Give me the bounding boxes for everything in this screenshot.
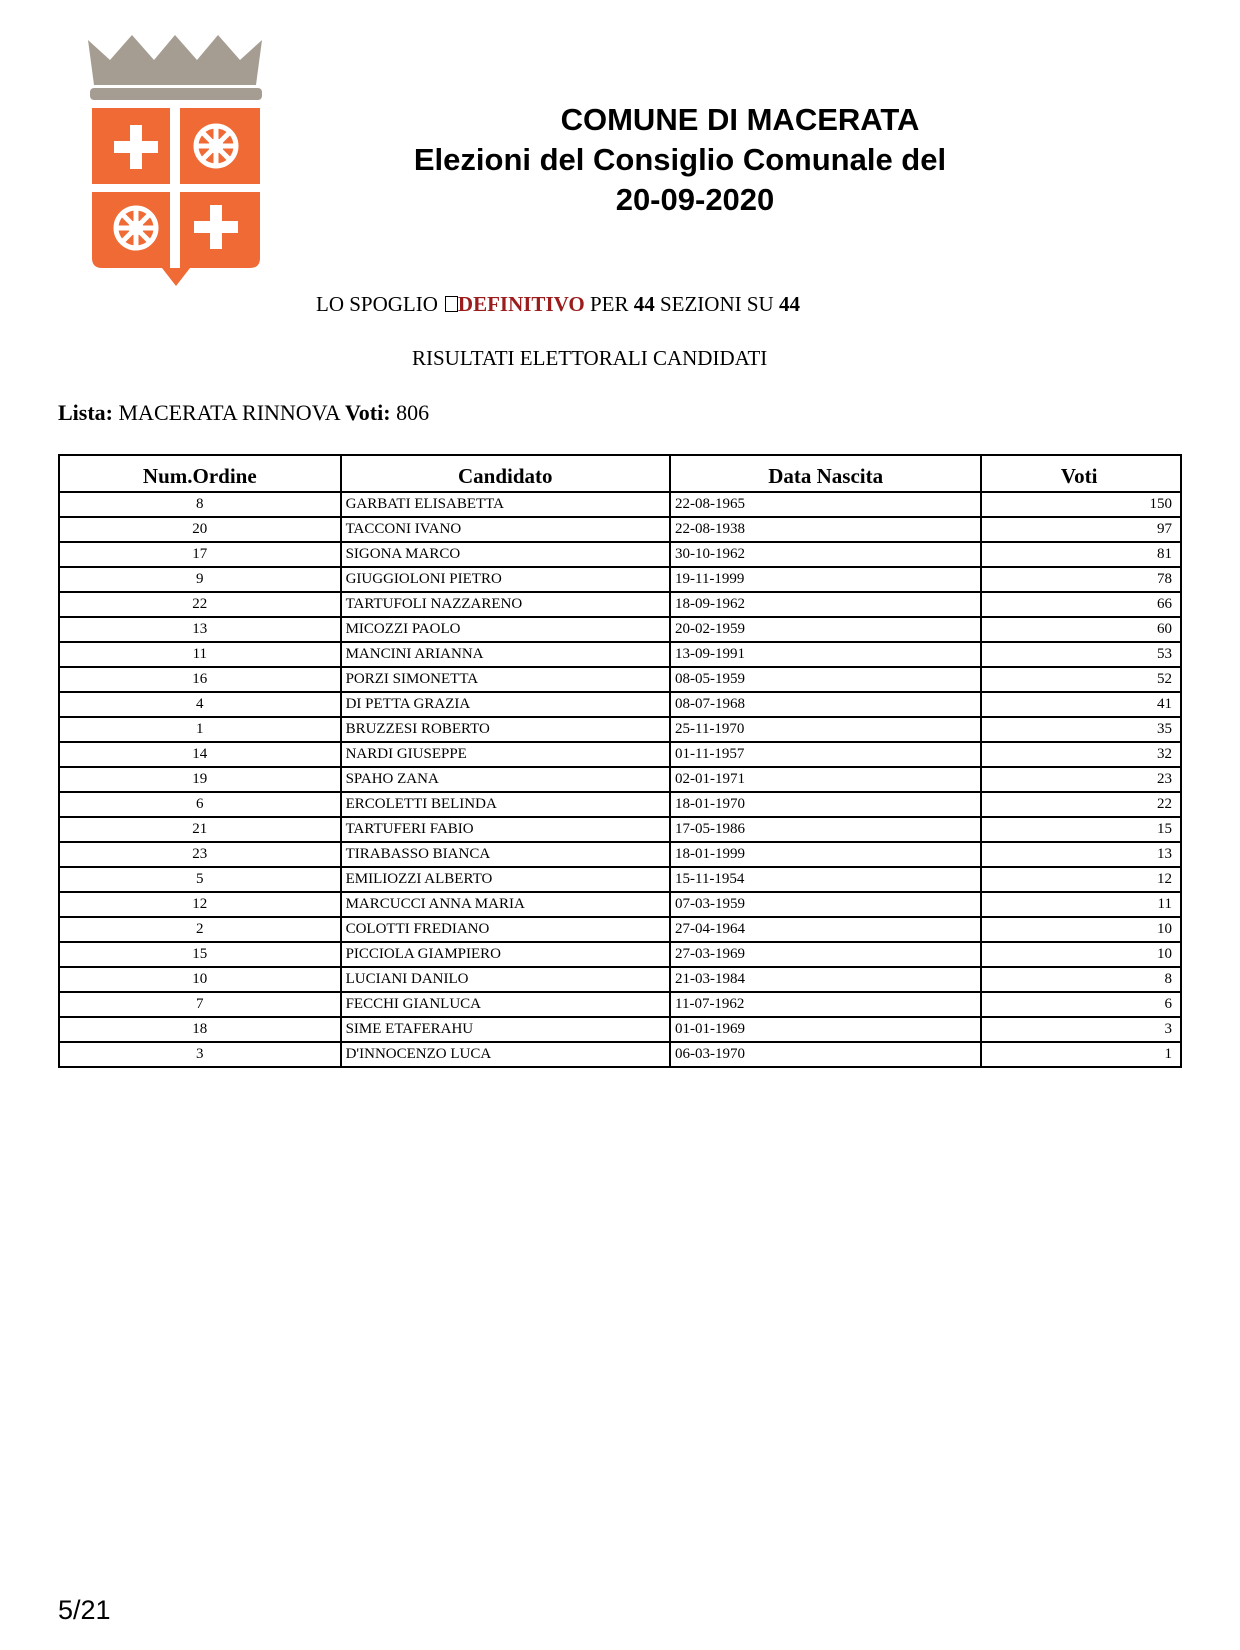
list-summary <box>58 400 429 426</box>
cell-voti: 13 <box>981 842 1181 867</box>
table-row <box>59 667 1181 692</box>
cell-num-ordine: 6 <box>59 792 341 817</box>
cell-voti: 23 <box>981 767 1181 792</box>
cell-candidato: LUCIANI DANILO <box>341 967 670 992</box>
cell-data-nascita: 01-11-1957 <box>670 742 981 767</box>
column-header-num-ordine: Num.Ordine <box>59 455 341 492</box>
table-row <box>59 617 1181 642</box>
cell-voti: 3 <box>981 1017 1181 1042</box>
cell-data-nascita: 02-01-1971 <box>670 767 981 792</box>
column-header-voti: Voti <box>981 455 1181 492</box>
cell-data-nascita: 13-09-1991 <box>670 642 981 667</box>
table-header-row <box>59 455 1181 492</box>
cell-candidato: SIME ETAFERAHU <box>341 1017 670 1042</box>
cell-voti: 81 <box>981 542 1181 567</box>
cell-num-ordine: 10 <box>59 967 341 992</box>
column-header-candidato: Candidato <box>341 455 670 492</box>
cell-voti: 150 <box>981 492 1181 517</box>
page-title <box>380 100 980 220</box>
cell-candidato: GARBATI ELISABETTA <box>341 492 670 517</box>
cell-data-nascita: 06-03-1970 <box>670 1042 981 1067</box>
cell-num-ordine: 19 <box>59 767 341 792</box>
table-row <box>59 992 1181 1017</box>
title-comune: COMUNE DI MACERATA <box>560 102 920 137</box>
cell-data-nascita: 08-05-1959 <box>670 667 981 692</box>
cell-candidato: COLOTTI FREDIANO <box>341 917 670 942</box>
cell-data-nascita: 08-07-1968 <box>670 692 981 717</box>
cell-num-ordine: 5 <box>59 867 341 892</box>
checkbox-glyph-icon <box>445 296 458 312</box>
status-state: DEFINITIVO <box>457 292 585 316</box>
table-row <box>59 867 1181 892</box>
column-header-data-nascita: Data Nascita <box>670 455 981 492</box>
cell-data-nascita: 25-11-1970 <box>670 717 981 742</box>
cell-num-ordine: 12 <box>59 892 341 917</box>
cell-data-nascita: 01-01-1969 <box>670 1017 981 1042</box>
cell-candidato: TARTUFOLI NAZZARENO <box>341 592 670 617</box>
table-row <box>59 742 1181 767</box>
cell-num-ordine: 2 <box>59 917 341 942</box>
cell-data-nascita: 27-04-1964 <box>670 917 981 942</box>
cell-data-nascita: 22-08-1965 <box>670 492 981 517</box>
cell-num-ordine: 13 <box>59 617 341 642</box>
cell-voti: 66 <box>981 592 1181 617</box>
cell-voti: 6 <box>981 992 1181 1017</box>
cell-voti: 41 <box>981 692 1181 717</box>
cell-voti: 32 <box>981 742 1181 767</box>
cell-data-nascita: 11-07-1962 <box>670 992 981 1017</box>
cell-data-nascita: 22-08-1938 <box>670 517 981 542</box>
cell-voti: 78 <box>981 567 1181 592</box>
table-row <box>59 692 1181 717</box>
cell-candidato: MANCINI ARIANNA <box>341 642 670 667</box>
table-row <box>59 767 1181 792</box>
cell-candidato: EMILIOZZI ALBERTO <box>341 867 670 892</box>
cell-data-nascita: 18-01-1970 <box>670 792 981 817</box>
cell-num-ordine: 9 <box>59 567 341 592</box>
table-row <box>59 567 1181 592</box>
sections-total: 44 <box>778 292 800 316</box>
cell-num-ordine: 23 <box>59 842 341 867</box>
page-number: 5/21 <box>58 1595 111 1625</box>
cell-data-nascita: 17-05-1986 <box>670 817 981 842</box>
cell-data-nascita: 27-03-1969 <box>670 942 981 967</box>
table-row <box>59 492 1181 517</box>
table-row <box>59 942 1181 967</box>
cell-candidato: DI PETTA GRAZIA <box>341 692 670 717</box>
cell-voti: 11 <box>981 892 1181 917</box>
status-sezioni-su: SEZIONI SU <box>659 292 774 316</box>
cell-voti: 97 <box>981 517 1181 542</box>
cell-num-ordine: 21 <box>59 817 341 842</box>
cell-candidato: MICOZZI PAOLO <box>341 617 670 642</box>
cell-num-ordine: 15 <box>59 942 341 967</box>
table-row <box>59 892 1181 917</box>
cell-candidato: TACCONI IVANO <box>341 517 670 542</box>
lista-voti: 806 <box>396 400 430 425</box>
cell-num-ordine: 18 <box>59 1017 341 1042</box>
cell-candidato: SIGONA MARCO <box>341 542 670 567</box>
cell-num-ordine: 3 <box>59 1042 341 1067</box>
table-row <box>59 967 1181 992</box>
cell-candidato: ERCOLETTI BELINDA <box>341 792 670 817</box>
cell-voti: 52 <box>981 667 1181 692</box>
cell-data-nascita: 18-01-1999 <box>670 842 981 867</box>
cell-voti: 10 <box>981 942 1181 967</box>
title-date: 20-09-2020 <box>615 182 775 217</box>
cell-num-ordine: 1 <box>59 717 341 742</box>
cell-data-nascita: 07-03-1959 <box>670 892 981 917</box>
city-coat-of-arms-logo <box>60 30 285 288</box>
table-body <box>59 492 1181 1067</box>
cell-voti: 53 <box>981 642 1181 667</box>
cell-candidato: SPAHO ZANA <box>341 767 670 792</box>
results-subtitle: RISULTATI ELETTORALI CANDIDATI <box>412 346 768 370</box>
cell-num-ordine: 8 <box>59 492 341 517</box>
cell-data-nascita: 30-10-1962 <box>670 542 981 567</box>
cell-num-ordine: 7 <box>59 992 341 1017</box>
cell-data-nascita: 21-03-1984 <box>670 967 981 992</box>
cell-num-ordine: 17 <box>59 542 341 567</box>
cell-data-nascita: 15-11-1954 <box>670 867 981 892</box>
table-row <box>59 817 1181 842</box>
cell-num-ordine: 20 <box>59 517 341 542</box>
cell-candidato: NARDI GIUSEPPE <box>341 742 670 767</box>
table-row <box>59 717 1181 742</box>
cell-voti: 1 <box>981 1042 1181 1067</box>
table-row <box>59 542 1181 567</box>
cell-candidato: FECCHI GIANLUCA <box>341 992 670 1017</box>
cell-num-ordine: 16 <box>59 667 341 692</box>
cell-voti: 8 <box>981 967 1181 992</box>
candidates-table <box>58 454 1182 1068</box>
cell-candidato: TIRABASSO BIANCA <box>341 842 670 867</box>
cell-data-nascita: 18-09-1962 <box>670 592 981 617</box>
sections-done: 44 <box>633 292 655 316</box>
cell-candidato: MARCUCCI ANNA MARIA <box>341 892 670 917</box>
cell-data-nascita: 19-11-1999 <box>670 567 981 592</box>
title-elezioni: Elezioni del Consiglio Comunale del <box>413 142 947 177</box>
lista-name: MACERATA RINNOVA <box>118 400 340 425</box>
cell-num-ordine: 11 <box>59 642 341 667</box>
cell-candidato: TARTUFERI FABIO <box>341 817 670 842</box>
table-row <box>59 1017 1181 1042</box>
cell-voti: 35 <box>981 717 1181 742</box>
lista-label: Lista: <box>58 400 113 425</box>
status-prefix: LO SPOGLIO <box>316 292 438 316</box>
table-row <box>59 842 1181 867</box>
cell-data-nascita: 20-02-1959 <box>670 617 981 642</box>
cell-voti: 22 <box>981 792 1181 817</box>
table-row <box>59 642 1181 667</box>
cell-num-ordine: 14 <box>59 742 341 767</box>
table-row <box>59 1042 1181 1067</box>
status-per: PER <box>589 292 629 316</box>
cell-voti: 12 <box>981 867 1181 892</box>
cell-candidato: PICCIOLA GIAMPIERO <box>341 942 670 967</box>
table-row <box>59 517 1181 542</box>
cell-voti: 15 <box>981 817 1181 842</box>
cell-voti: 10 <box>981 917 1181 942</box>
cell-num-ordine: 4 <box>59 692 341 717</box>
cell-candidato: GIUGGIOLONI PIETRO <box>341 567 670 592</box>
voti-label: Voti: <box>344 400 391 425</box>
cell-num-ordine: 22 <box>59 592 341 617</box>
cell-candidato: D'INNOCENZO LUCA <box>341 1042 670 1067</box>
table-row <box>59 592 1181 617</box>
cell-voti: 60 <box>981 617 1181 642</box>
table-row <box>59 792 1181 817</box>
cell-candidato: BRUZZESI ROBERTO <box>341 717 670 742</box>
cell-candidato: PORZI SIMONETTA <box>341 667 670 692</box>
table-row <box>59 917 1181 942</box>
